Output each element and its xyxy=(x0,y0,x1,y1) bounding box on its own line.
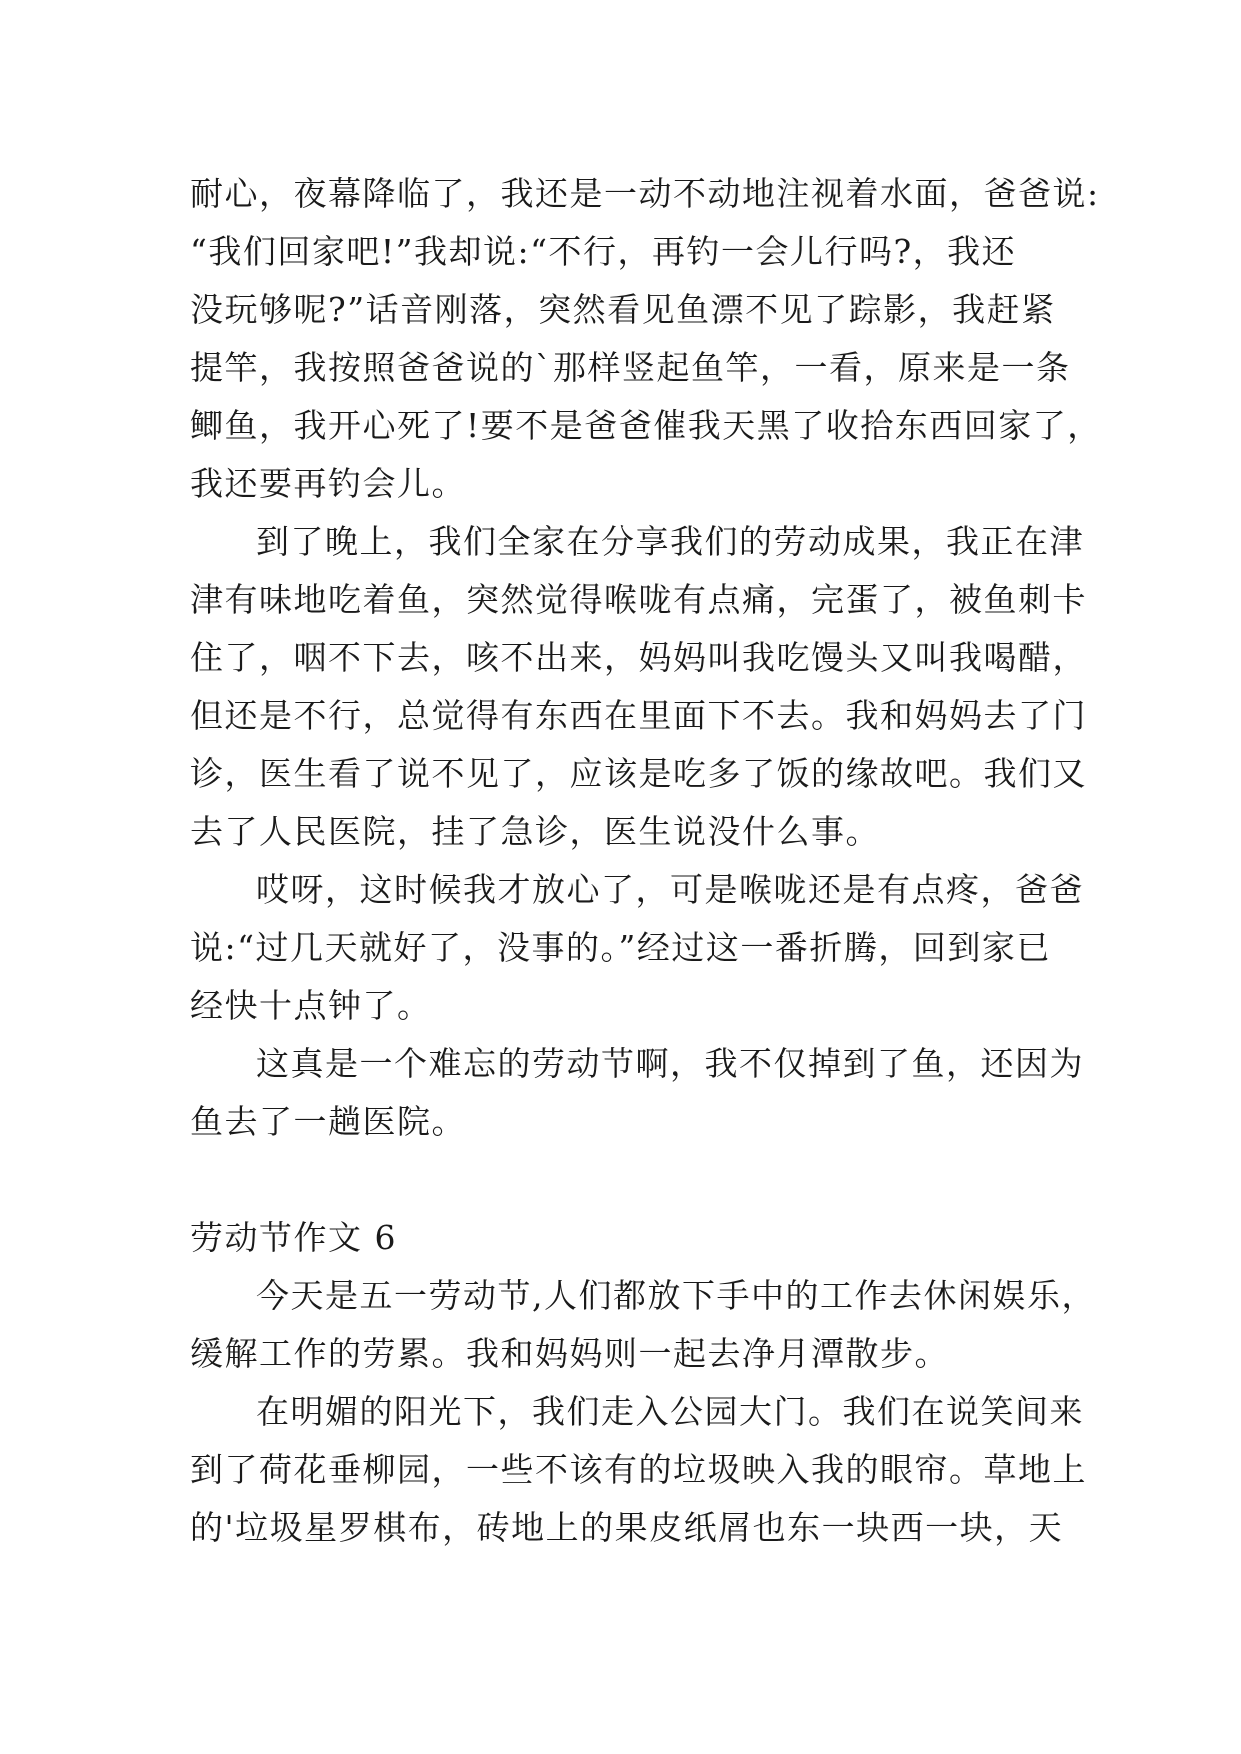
text-line: 没玩够呢?”话音刚落，突然看见鱼漂不见了踪影，我赶紧 xyxy=(190,290,1056,329)
text-line: 的'垃圾星罗棋布，砖地上的果皮纸屑也东一块西一块，天 xyxy=(190,1508,1064,1547)
text-line: 诊，医生看了说不见了，应该是吃多了饭的缘故吧。我们又 xyxy=(190,754,1087,793)
text-line: 到了荷花垂柳园，一些不该有的垃圾映入我的眼帘。草地上 xyxy=(190,1450,1087,1489)
text-line: 在明媚的阳光下，我们走入公园大门。我们在说笑间来 xyxy=(256,1392,1084,1431)
text-line: “我们回家吧!”我却说:“不行，再钓一会儿行吗?，我还 xyxy=(190,232,1017,271)
text-line: 这真是一个难忘的劳动节啊，我不仅掉到了鱼，还因为 xyxy=(256,1044,1084,1083)
text-line: 住了，咽不下去，咳不出来，妈妈叫我吃馒头又叫我喝醋， xyxy=(190,638,1087,677)
paragraph xyxy=(190,1267,1096,1383)
text-line: 我还要再钓会儿。 xyxy=(190,464,466,503)
paragraph xyxy=(190,1035,1090,1151)
text-line: 耐心，夜幕降临了，我还是一动不动地注视着水面，爸爸说: xyxy=(190,174,1100,213)
text-line: 鱼去了一趟医院。 xyxy=(190,1102,466,1141)
document-page xyxy=(190,165,1102,1557)
text-line: 津有味地吃着鱼，突然觉得喉咙有点痛，完蛋了，被鱼刺卡 xyxy=(190,580,1087,619)
text-line: 哎呀，这时候我才放心了，可是喉咙还是有点疼，爸爸 xyxy=(256,870,1084,909)
paragraph xyxy=(190,165,1102,513)
text-line: 说:“过几天就好了，没事的。”经过这一番折腾，回到家已 xyxy=(190,928,1051,967)
text-line: 到了晚上，我们全家在分享我们的劳动成果，我正在津 xyxy=(256,522,1084,561)
text-line: 今天是五一劳动节,人们都放下手中的工作去休闲娱乐， xyxy=(256,1276,1096,1315)
text-line: 缓解工作的劳累。我和妈妈则一起去净月潭散步。 xyxy=(190,1334,949,1373)
text-line: 提竿，我按照爸爸说的`那样竖起鱼竿，一看，原来是一条 xyxy=(190,348,1071,387)
text-line: 但还是不行，总觉得有东西在里面下不去。我和妈妈去了门 xyxy=(190,696,1087,735)
paragraph xyxy=(190,1383,1090,1557)
text-line: 鲫鱼，我开心死了!要不是爸爸催我天黑了收拾东西回家了， xyxy=(190,406,1102,445)
section-title: 劳动节作文 6 xyxy=(190,1218,397,1257)
paragraph xyxy=(190,861,1090,1035)
text-line: 去了人民医院，挂了急诊，医生说没什么事。 xyxy=(190,812,880,851)
paragraph xyxy=(190,513,1090,861)
text-line: 经快十点钟了。 xyxy=(190,986,432,1025)
